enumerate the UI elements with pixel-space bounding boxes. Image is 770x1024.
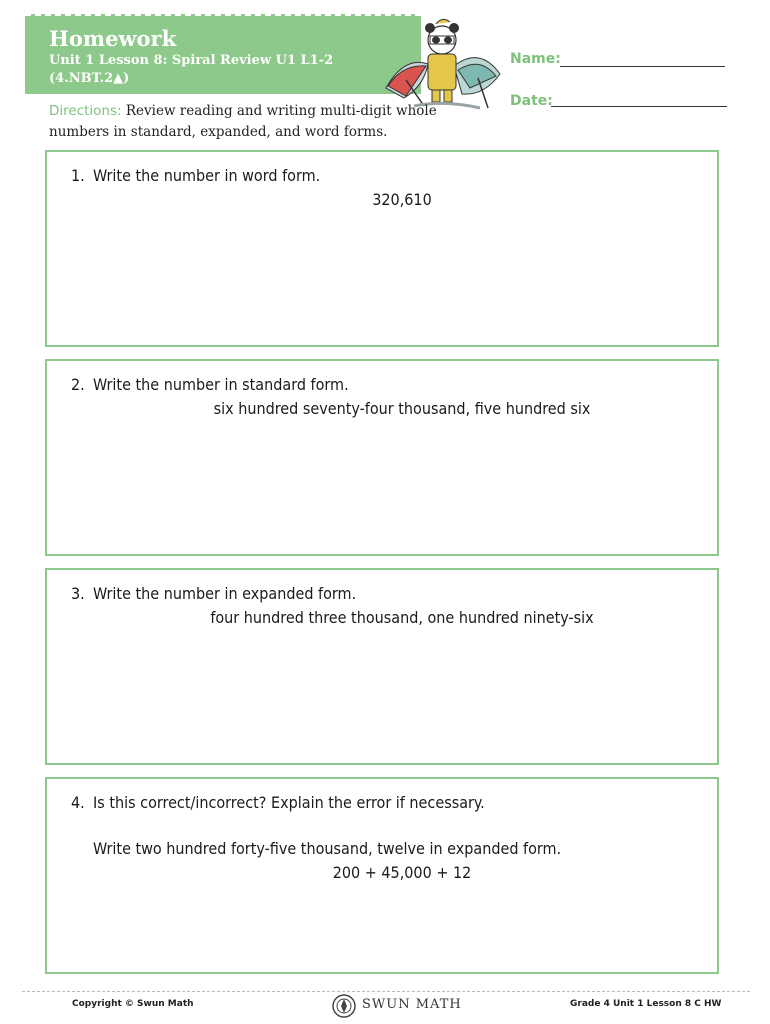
question-1-prompt [71, 166, 320, 185]
question-4-subprompt: Write two hundred forty-five thousand, twelve in expanded form. [93, 839, 562, 858]
question-box-4[interactable] [45, 777, 719, 974]
footer-divider [22, 991, 750, 992]
question-3-number: 3. [71, 584, 85, 603]
question-box-1[interactable] [45, 150, 719, 347]
question-2-prompt [71, 375, 349, 394]
directions-lead: Directions: [49, 103, 122, 119]
lesson-subtitle: Unit 1 Lesson 8: Spiral Review U1 L1-2 (4.NBT.2▲) [49, 53, 334, 86]
date-field[interactable] [551, 106, 727, 107]
question-box-2[interactable] [45, 359, 719, 556]
question-2-text: Write the number in standard form. [93, 375, 349, 394]
swun-logo-icon [332, 994, 356, 1018]
copyright: Copyright © Swun Math [72, 999, 194, 1009]
name-field[interactable] [560, 66, 725, 67]
directions-text: Review reading and writing multi-digit whole numbers in standard, expanded, and word forms. [49, 103, 437, 140]
logo-text: SWUN MATH [362, 997, 462, 1012]
question-1-number: 1. [71, 166, 85, 185]
panda-mascot-illustration [384, 16, 504, 112]
question-4-text: Is this correct/incorrect? Explain the error if necessary. [93, 793, 485, 812]
course-label: Grade 4 Unit 1 Lesson 8 C HW [570, 999, 722, 1009]
page-title: Homework [49, 26, 177, 51]
banner-dashed-border [25, 14, 421, 16]
directions [49, 101, 449, 143]
question-2-number: 2. [71, 375, 85, 394]
question-box-3[interactable] [45, 568, 719, 765]
question-4-prompt [71, 793, 485, 812]
question-4-number: 4. [71, 793, 85, 812]
question-3-prompt [71, 584, 356, 603]
question-3-text: Write the number in expanded form. [93, 584, 357, 603]
date-label: Date: [510, 93, 553, 109]
name-label: Name: [510, 51, 561, 67]
question-4-value: 200 + 45,000 + 12 [332, 863, 472, 882]
question-2-value: six hundred seventy-four thousand, five hundred six [213, 399, 591, 418]
question-1-value: 320,610 [372, 190, 432, 209]
question-1-text: Write the number in word form. [93, 166, 321, 185]
question-3-value: four hundred three thousand, one hundred ninety-six [210, 608, 594, 627]
